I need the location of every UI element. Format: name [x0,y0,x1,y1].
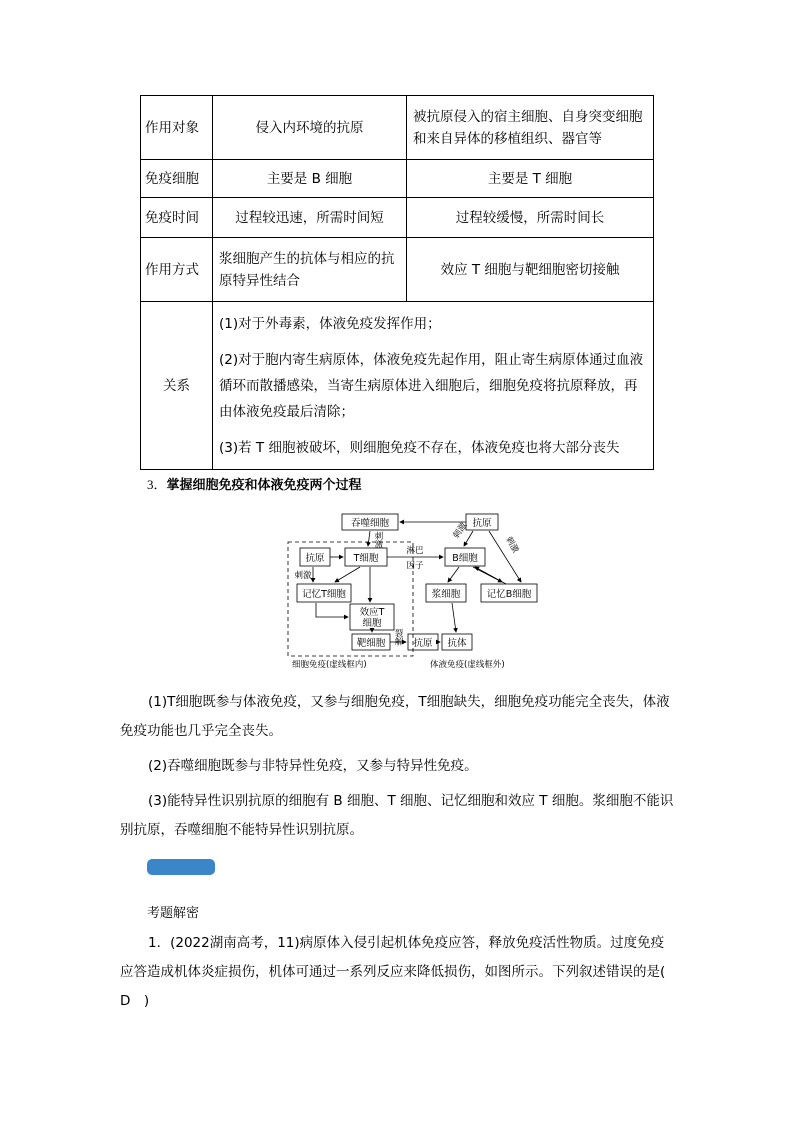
section-heading [147,474,362,493]
note-paragraph: (3)能特异性识别抗原的细胞有 B 细胞、T 细胞、记忆细胞和效应 T 细胞。浆细胞不能识别抗原，吞噬细胞不能特异性识别抗原。 [120,793,674,838]
cellular-cell: 效应 T 细胞与靶细胞密切接触 [407,238,654,302]
node-antigen-top: 抗原 [472,518,492,529]
humoral-cell: 浆细胞产生的抗体与相应的抗原特异性结合 [213,238,407,302]
label-stimulate-b: 刺激 [451,521,470,541]
note-paragraph: (2)吞噬细胞既参与非特异性免疫，又参与特异性免疫。 [148,758,478,774]
row-label: 免疫时间 [141,198,213,238]
table-row [141,302,654,470]
cellular-cell: 过程较缓慢，所需时间长 [407,198,654,238]
humoral-cell: 主要是 B 细胞 [213,160,407,198]
node-target: 靶细胞 [356,638,386,649]
label-stimulate-c: 刺激 [503,535,521,555]
node-memory-b: 记忆B细胞 [486,589,532,600]
table-row [141,198,654,238]
exam-heading: 考题解密 [147,906,200,921]
relation-item: (1)对于外毒素，体液免疫发挥作用； [219,315,441,332]
question-text: 1．(2022湖南高考，11)病原体入侵引起机体免疫应答，释放免疫活性物质。过度免疫应答造成机体炎症损伤，机体可通过一系列反应来降低损伤，如图所示。下列叙述错误的是( D ) [120,935,679,1009]
node-phagocyte: 吞噬细胞 [350,518,390,529]
row-label: 作用方式 [141,238,213,302]
node-antigen-left: 抗原 [305,553,325,564]
label-stimulate-d: 刺激 [294,571,312,581]
comparison-table [140,95,654,470]
label-lysis: 裂解 [393,628,403,646]
node-effector-t-line1: 效应T [359,607,385,618]
note-paragraph: (1)T细胞既参与体液免疫，又参与细胞免疫，T细胞缺失，细胞免疫功能完全丧失，体液免疫功能也几乎完全丧失。 [120,694,670,739]
caption-humoral: 体液免疫(虚线框外) [430,660,505,670]
humoral-cell: 过程较迅速，所需时间短 [213,198,407,238]
relation-item: (3)若 T 细胞被破坏，则细胞免疫不存在，体液免疫也将大部分丧失 [219,439,620,456]
section-badge [147,859,215,875]
node-effector-t-line2: 细胞 [362,618,382,629]
cellular-cell: 主要是 T 细胞 [407,160,654,198]
section-title: 掌握细胞免疫和体液免疫两个过程 [166,478,362,493]
row-label: 免疫细胞 [141,160,213,198]
label-lymph-factor-2: 因子 [406,561,424,571]
humoral-cell: 侵入内环境的抗原 [213,96,407,160]
node-memory-t: 记忆T细胞 [302,589,346,600]
caption-cellular: 细胞免疫(虚线框内) [292,660,367,670]
row-label: 作用对象 [141,96,213,160]
section-number: 3． [147,477,167,492]
label-lymph-factor-1: 淋巴 [406,546,424,556]
table-row [141,238,654,302]
node-b-cell: B细胞 [452,553,478,564]
label-stimulate-a: 刺激 [373,531,383,549]
immune-process-diagram [280,506,550,671]
table-row [141,160,654,198]
node-antibody: 抗体 [447,638,467,649]
row-label: 关系 [141,302,213,470]
table-row [141,96,654,160]
relation-item: (2)对于胞内寄生病原体，体液免疫先起作用，阻止寄生病原体通过血液循环而散播感染，当寄生病原体进入细胞后，细胞免疫将抗原释放，再由体液免疫最后清除； [219,351,644,420]
relation-cell [213,302,654,470]
node-antigen-bottom: 抗原 [413,638,433,649]
node-plasma: 浆细胞 [431,589,461,600]
cellular-cell: 被抗原侵入的宿主细胞、自身突变细胞和来自异体的移植组织、器官等 [407,96,654,160]
node-t-cell: T细胞 [353,553,379,564]
